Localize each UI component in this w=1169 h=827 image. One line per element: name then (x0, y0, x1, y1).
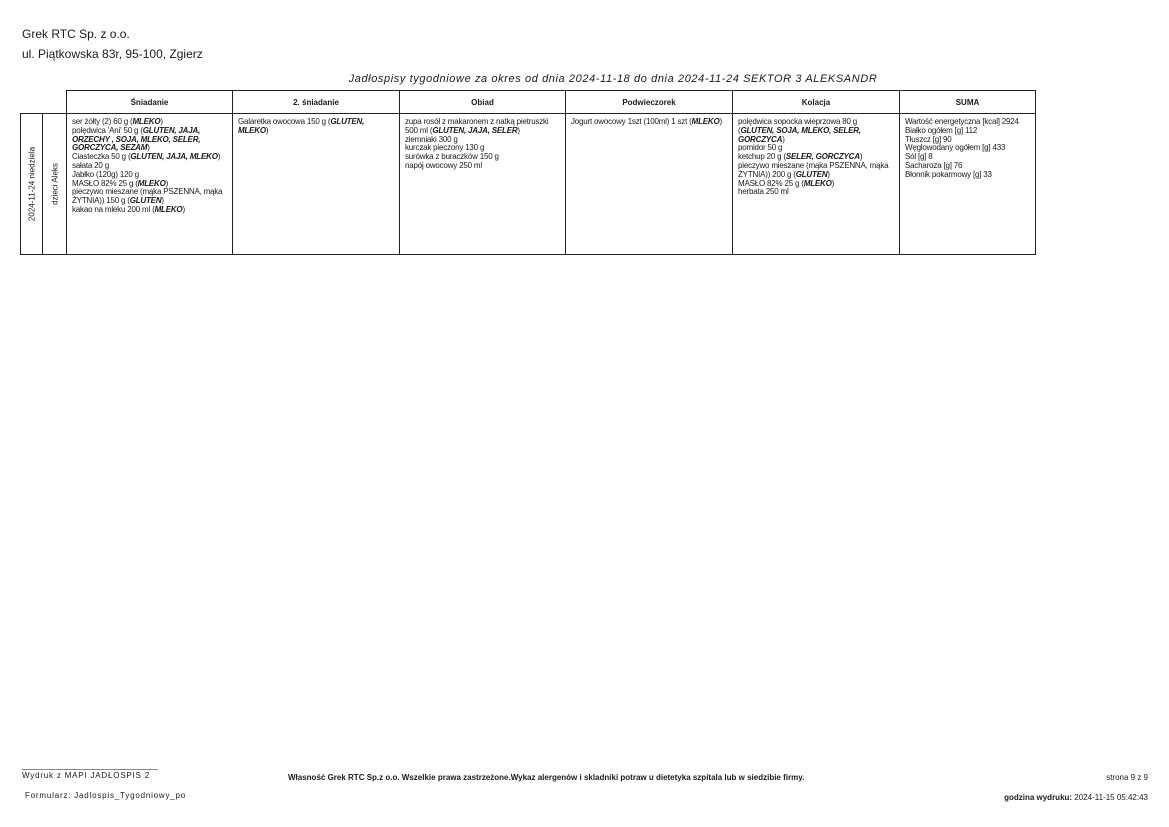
allergen-text: GLUTEN, (330, 117, 365, 126)
item-text: ) (147, 143, 150, 153)
footer-left (22, 771, 187, 800)
item-text: zupa rosół z makaronem z natką pietruszki (405, 117, 549, 126)
diet-cell (43, 114, 67, 255)
allergen-text: ORZECHY , SOJA, MLEKO, SELER, (72, 134, 201, 144)
company-address: ul. Piątkowska 83r, 95-100, Zgierz (22, 47, 203, 61)
item-text: Jabłko (120g) 120 g (72, 169, 139, 179)
allergen-text: MLEKO (238, 125, 266, 135)
item-text: MASŁO 82% 25 g ( (72, 178, 138, 188)
item-text: pieczywo mieszane (mąka PSZENNA, mąka (72, 187, 223, 197)
footer-divider (22, 769, 158, 770)
item-text: ) (265, 125, 269, 135)
item-text: Sacharoza [g] 76 (905, 160, 963, 170)
item-text: ) (161, 196, 164, 206)
cell-line (405, 162, 561, 171)
item-text: sałata 20 g (72, 160, 109, 170)
allergen-text: MLEKO (691, 117, 720, 126)
document-title: Jadłospisy tygodniowe za okres od dnia 2024-11-18 do dnia 2024-11-24 SEKTOR 3 ALEKSANDR (348, 73, 878, 85)
item-text: ziemniaki 300 g (405, 134, 458, 144)
company-name: Grek RTC Sp. z o.o. (22, 27, 130, 41)
column-header: Podwieczorek (566, 91, 733, 114)
allergen-text: GORCZYCA, SEZAM (72, 143, 148, 153)
item-text: Sól [g] 8 (905, 152, 933, 162)
allergen-text: GLUTEN (795, 169, 828, 179)
item-text: surówka z buraczków 150 g (405, 152, 499, 162)
page-number: strona 9 z 9 (1106, 773, 1148, 782)
form-name: Formularz: Jadlospis_Tygodniowy_po (25, 791, 187, 800)
meal-cell-breakfast (67, 114, 233, 255)
date-cell (21, 114, 43, 255)
item-text: ŻYTNIA)) 200 g ( (738, 169, 796, 179)
item-text: ) (782, 134, 785, 144)
item-text: kurczak pieczony 130 g (405, 143, 485, 153)
item-text: Galaretka owocowa 150 g ( (238, 117, 331, 126)
allergen-text: MLEKO (803, 178, 832, 188)
item-text: polędwica sopocka wieprzowa 80 g (738, 117, 858, 126)
allergen-text: MLEKO (132, 117, 161, 126)
item-text: Tłuszcz [g] 90 (905, 134, 952, 144)
item-text: ser żółty (2) 60 g ( (72, 117, 133, 126)
nutrition-sum-cell (900, 114, 1036, 255)
column-header: Śniadanie (67, 91, 233, 114)
item-text: ) (165, 178, 169, 188)
column-header: 2. śniadanie (233, 91, 400, 114)
item-text: ) (831, 178, 835, 188)
cell-line (905, 171, 1031, 180)
table-header-row (21, 91, 1036, 114)
meal-cell-lunch (400, 114, 566, 255)
allergen-text: GORCZYCA (738, 134, 783, 144)
item-text: ) (517, 125, 520, 135)
diet-label: dzieci Aleks (50, 163, 59, 205)
item-text: Węglowodany ogółem [g] 433 (905, 143, 1006, 153)
item-text: pieczywo mieszane (mąka PSZENNA, mąka (738, 160, 889, 170)
column-header: Obiad (400, 91, 566, 114)
print-time-value: 2024-11-15 05:42:43 (1074, 793, 1148, 802)
ownership-note: Własność Grek RTC Sp.z o.o. Wszelkie prawa zastrzeżone.Wykaz alergenów i skladniki potraw u dietetyka szpitala lub w siedzibie firmy. (288, 773, 805, 782)
allergen-text: SELER, GORCZYCA (785, 152, 860, 162)
column-header: SUMA (900, 91, 1036, 114)
item-text: ) (827, 169, 830, 179)
meal-cell-second-breakfast (233, 114, 400, 255)
allergen-text: GLUTEN, JAJA, MLEKO (130, 152, 218, 162)
cell-line (738, 188, 895, 197)
cell-line (72, 206, 228, 215)
item-text: ) (859, 152, 863, 162)
printout-source: Wydruk z MAPI JADŁOSPIS 2 (22, 771, 150, 780)
allergen-text: GLUTEN, JAJA, SELER (432, 125, 518, 135)
meal-cell-afternoon-snack (566, 114, 733, 255)
item-text: ) (217, 152, 221, 162)
cell-line (238, 127, 395, 136)
item-text: napój owocowy 250 ml (405, 160, 482, 170)
item-text: ( (738, 125, 741, 135)
item-text: Ciasteczka 50 g ( (72, 152, 131, 162)
item-text: herbata 250 ml (738, 187, 789, 197)
item-text: ketchup 20 g ( (738, 152, 786, 162)
allergen-text: GLUTEN, JAJA, (142, 125, 201, 135)
column-header: Kolacja (733, 91, 900, 114)
item-text: pomidor 50 g (738, 143, 783, 153)
item-text: polędwica 'Ani' 50 g ( (72, 125, 143, 135)
print-time (1004, 793, 1148, 802)
item-text: ) (719, 117, 722, 126)
company-header (22, 24, 203, 64)
print-time-label: godzina wydruku: (1004, 793, 1073, 802)
item-text: Błonnik pokarmowy [g] 33 (905, 169, 992, 179)
item-text: ŻYTNIA)) 150 g ( (72, 196, 130, 206)
allergen-text: MLEKO (154, 204, 183, 214)
meal-cell-dinner (733, 114, 900, 255)
item-text: Białko ogółem [g] 112 (905, 125, 978, 135)
item-text: ) (182, 204, 185, 214)
header-blank-cell (21, 91, 67, 114)
item-text: ) (160, 117, 163, 126)
cell-line (571, 118, 728, 127)
item-text: MASŁO 82% 25 g ( (738, 178, 804, 188)
allergen-text: GLUTEN, SOJA, MLEKO, SELER, (740, 125, 861, 135)
allergen-text: MLEKO (137, 178, 166, 188)
item-text: kakao na mleku 200 ml ( (72, 204, 155, 214)
date-label: 2024-11-24 niedziela (27, 146, 36, 222)
table-row (21, 114, 1036, 255)
item-text: 500 ml ( (405, 125, 433, 135)
item-text: Jogurt owocowy 1szt (100ml) 1 szt ( (571, 117, 692, 126)
allergen-text: GLUTEN (129, 196, 162, 206)
item-text: Wartość energetyczna [kcal] 2924 (905, 117, 1019, 126)
menu-table (20, 90, 1036, 255)
